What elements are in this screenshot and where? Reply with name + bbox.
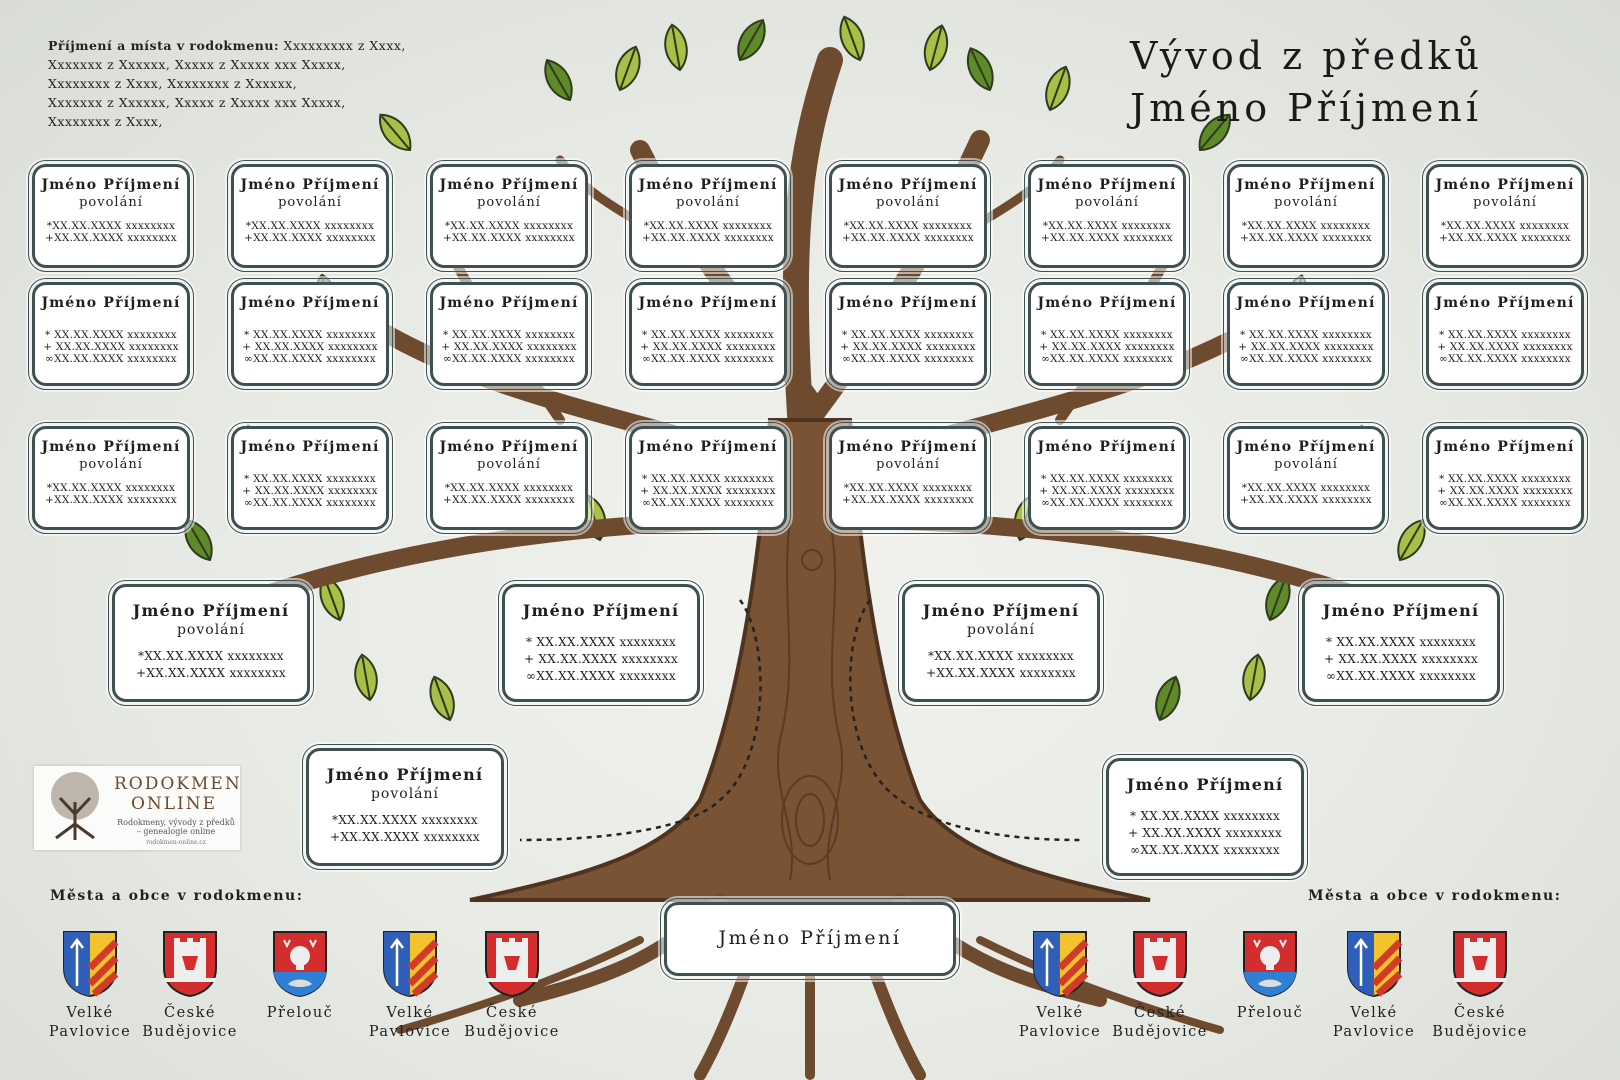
person-name: Jméno Příjmení bbox=[838, 295, 978, 311]
ancestor-card bbox=[1227, 164, 1385, 268]
person-name: Jméno Příjmení bbox=[240, 295, 380, 311]
person-birth-date: *XX.XX.XXXX xxxxxxxx bbox=[1241, 482, 1371, 494]
tree-logo-icon bbox=[38, 768, 112, 848]
ancestor-card bbox=[629, 164, 787, 268]
person-name: Jméno Příjmení bbox=[1037, 177, 1177, 193]
ancestor-card bbox=[1028, 426, 1186, 530]
towns-title-left: Města a obce v rodokmenu: bbox=[50, 888, 304, 904]
leaf-icon bbox=[1040, 63, 1075, 113]
person-death-date: + XX.XX.XXXX xxxxxxxx bbox=[1437, 485, 1573, 497]
person-death-date: +XX.XX.XXXX xxxxxxxx bbox=[842, 232, 974, 244]
ancestor-card bbox=[1028, 282, 1186, 386]
heading-line-2: Jméno Příjmení bbox=[1130, 86, 1483, 130]
person-birth-date: *XX.XX.XXXX xxxxxxxx bbox=[138, 649, 284, 663]
person-death-date: + XX.XX.XXXX xxxxxxxx bbox=[1323, 652, 1479, 666]
person-occupation: povolání bbox=[966, 622, 1036, 638]
leaf-icon bbox=[961, 44, 999, 95]
pavlovice-crest-icon bbox=[1344, 928, 1404, 998]
town-name-line-1: České bbox=[164, 1005, 216, 1021]
logo-title-line-1: RODOKMEN bbox=[114, 774, 242, 794]
surnames-label: Příjmení a místa v rodokmenu: bbox=[48, 38, 280, 53]
person-birth-date: *XX.XX.XXXX xxxxxxxx bbox=[444, 482, 574, 494]
town-name-line-2: Budějovice bbox=[464, 1024, 560, 1040]
person-name: Jméno Příjmení bbox=[1322, 601, 1480, 620]
person-death-date: +XX.XX.XXXX xxxxxxxx bbox=[244, 232, 376, 244]
logo-tagline-line-2: – genealogie online bbox=[136, 827, 216, 836]
town-name bbox=[464, 1004, 560, 1042]
person-name: Jméno Příjmení bbox=[718, 927, 902, 949]
person-birth-date: *XX.XX.XXXX xxxxxxxx bbox=[46, 482, 176, 494]
person-death-date: + XX.XX.XXXX xxxxxxxx bbox=[242, 485, 378, 497]
person-marriage-date: ∞XX.XX.XXXX xxxxxxxx bbox=[642, 497, 774, 509]
person-occupation: povolání bbox=[876, 195, 940, 210]
ancestor-card bbox=[1302, 584, 1500, 702]
person-name: Jméno Příjmení bbox=[41, 295, 181, 311]
person-birth-date: * XX.XX.XXXX xxxxxxxx bbox=[525, 635, 677, 649]
person-death-date: + XX.XX.XXXX xxxxxxxx bbox=[1039, 485, 1175, 497]
person-name: Jméno Příjmení bbox=[41, 177, 181, 193]
person-occupation: povolání bbox=[477, 195, 541, 210]
person-name: Jméno Příjmení bbox=[1236, 177, 1376, 193]
person-death-date: + XX.XX.XXXX xxxxxxxx bbox=[1238, 341, 1374, 353]
person-death-date: + XX.XX.XXXX xxxxxxxx bbox=[840, 341, 976, 353]
person-birth-date: * XX.XX.XXXX xxxxxxxx bbox=[44, 329, 178, 341]
ancestor-card bbox=[112, 584, 310, 702]
person-death-date: + XX.XX.XXXX xxxxxxxx bbox=[1039, 341, 1175, 353]
person-occupation: povolání bbox=[676, 195, 740, 210]
person-birth-date: *XX.XX.XXXX xxxxxxxx bbox=[245, 220, 375, 232]
town-name bbox=[1222, 1004, 1318, 1023]
leaf-icon bbox=[1150, 673, 1185, 723]
person-name: Jméno Příjmení bbox=[1126, 775, 1284, 794]
logo-url: rodokmen-online.cz bbox=[146, 839, 206, 846]
town-item bbox=[1112, 928, 1208, 1042]
person-death-date: + XX.XX.XXXX xxxxxxxx bbox=[640, 341, 776, 353]
pavlovice-crest-icon bbox=[380, 928, 440, 998]
prelouc-crest-icon bbox=[1240, 928, 1300, 998]
town-name-line-1: Velké bbox=[1036, 1005, 1084, 1021]
town-name bbox=[1432, 1004, 1528, 1042]
town-name-line-1: Přelouč bbox=[1236, 1005, 1304, 1021]
person-name: Jméno Příjmení bbox=[41, 439, 181, 455]
person-death-date: + XX.XX.XXXX xxxxxxxx bbox=[640, 485, 776, 497]
person-marriage-date: ∞XX.XX.XXXX xxxxxxxx bbox=[1326, 669, 1476, 683]
ancestor-card bbox=[231, 426, 389, 530]
ancestor-card bbox=[430, 282, 588, 386]
person-occupation: povolání bbox=[176, 622, 246, 638]
town-item bbox=[142, 928, 238, 1042]
person-name: Jméno Příjmení bbox=[1037, 439, 1177, 455]
ancestor-card bbox=[502, 584, 700, 702]
ancestor-card bbox=[430, 426, 588, 530]
town-item bbox=[464, 928, 560, 1042]
logo-title bbox=[114, 774, 242, 814]
person-occupation: povolání bbox=[1274, 195, 1338, 210]
person-occupation: povolání bbox=[876, 457, 940, 472]
person-name: Jméno Příjmení bbox=[638, 177, 778, 193]
leaf-icon bbox=[662, 23, 691, 72]
town-name-line-1: České bbox=[1134, 1005, 1186, 1021]
person-death-date: +XX.XX.XXXX xxxxxxxx bbox=[842, 494, 974, 506]
pavlovice-crest-icon bbox=[1030, 928, 1090, 998]
budejovice-crest-icon bbox=[1130, 928, 1190, 998]
root-person-card bbox=[664, 902, 956, 976]
ancestor-card bbox=[32, 426, 190, 530]
person-name: Jméno Příjmení bbox=[1037, 295, 1177, 311]
person-death-date: +XX.XX.XXXX xxxxxxxx bbox=[642, 232, 774, 244]
ancestor-card bbox=[231, 164, 389, 268]
person-marriage-date: ∞XX.XX.XXXX xxxxxxxx bbox=[1439, 497, 1571, 509]
surnames-line: Xxxxxxxxx z Xxxx, bbox=[283, 38, 406, 53]
town-name-line-1: České bbox=[1454, 1005, 1506, 1021]
budejovice-crest-icon bbox=[1450, 928, 1510, 998]
person-death-date: + XX.XX.XXXX xxxxxxxx bbox=[523, 652, 679, 666]
logo-tagline-line-1: Rodokmeny, vývody z předků bbox=[117, 818, 235, 827]
person-birth-date: * XX.XX.XXXX xxxxxxxx bbox=[1325, 635, 1477, 649]
person-birth-date: * XX.XX.XXXX xxxxxxxx bbox=[1438, 473, 1572, 485]
person-name: Jméno Příjmení bbox=[838, 177, 978, 193]
person-birth-date: *XX.XX.XXXX xxxxxxxx bbox=[1440, 220, 1570, 232]
town-name bbox=[1326, 1004, 1422, 1042]
person-birth-date: *XX.XX.XXXX xxxxxxxx bbox=[843, 482, 973, 494]
person-death-date: + XX.XX.XXXX xxxxxxxx bbox=[242, 341, 378, 353]
town-name-line-1: České bbox=[486, 1005, 538, 1021]
person-name: Jméno Příjmení bbox=[922, 601, 1080, 620]
person-death-date: +XX.XX.XXXX xxxxxxxx bbox=[1041, 232, 1173, 244]
town-name-line-1: Velké bbox=[66, 1005, 114, 1021]
person-birth-date: * XX.XX.XXXX xxxxxxxx bbox=[841, 329, 975, 341]
person-marriage-date: ∞XX.XX.XXXX xxxxxxxx bbox=[1439, 353, 1571, 365]
page-heading bbox=[1130, 30, 1570, 134]
leaf-icon bbox=[1391, 515, 1432, 565]
person-marriage-date: ∞XX.XX.XXXX xxxxxxxx bbox=[1240, 353, 1372, 365]
person-death-date: + XX.XX.XXXX xxxxxxxx bbox=[1437, 341, 1573, 353]
leaf-icon bbox=[610, 43, 645, 93]
town-name-line-2: Pavlovice bbox=[48, 1024, 132, 1040]
town-name-line-2: Pavlovice bbox=[1018, 1024, 1102, 1040]
person-name: Jméno Příjmení bbox=[522, 601, 680, 620]
town-name bbox=[1012, 1004, 1108, 1042]
ancestor-card bbox=[306, 748, 504, 866]
town-name-line-2: Budějovice bbox=[1432, 1024, 1528, 1040]
person-name: Jméno Příjmení bbox=[838, 439, 978, 455]
towns-title-right: Města a obce v rodokmenu: bbox=[1308, 888, 1562, 904]
person-death-date: +XX.XX.XXXX xxxxxxxx bbox=[443, 232, 575, 244]
person-marriage-date: ∞XX.XX.XXXX xxxxxxxx bbox=[244, 497, 376, 509]
person-birth-date: *XX.XX.XXXX xxxxxxxx bbox=[46, 220, 176, 232]
leaf-icon bbox=[731, 15, 772, 65]
leaf-icon bbox=[352, 653, 381, 702]
person-name: Jméno Příjmení bbox=[240, 177, 380, 193]
person-birth-date: *XX.XX.XXXX xxxxxxxx bbox=[928, 649, 1074, 663]
person-marriage-date: ∞XX.XX.XXXX xxxxxxxx bbox=[1041, 497, 1173, 509]
person-marriage-date: ∞XX.XX.XXXX xxxxxxxx bbox=[1130, 843, 1280, 857]
town-item bbox=[362, 928, 458, 1042]
person-name: Jméno Příjmení bbox=[1435, 295, 1575, 311]
town-name bbox=[42, 1004, 138, 1042]
ancestor-card bbox=[32, 282, 190, 386]
ancestor-card bbox=[1028, 164, 1186, 268]
town-name-line-1: Přelouč bbox=[266, 1005, 334, 1021]
person-birth-date: *XX.XX.XXXX xxxxxxxx bbox=[1241, 220, 1371, 232]
ancestor-card bbox=[1227, 282, 1385, 386]
person-death-date: +XX.XX.XXXX xxxxxxxx bbox=[443, 494, 575, 506]
person-death-date: +XX.XX.XXXX xxxxxxxx bbox=[1240, 232, 1372, 244]
person-death-date: + XX.XX.XXXX xxxxxxxx bbox=[441, 341, 577, 353]
town-name-line-2: Budějovice bbox=[1112, 1024, 1208, 1040]
rodokmen-online-logo bbox=[34, 766, 240, 850]
person-name: Jméno Příjmení bbox=[638, 295, 778, 311]
person-birth-date: *XX.XX.XXXX xxxxxxxx bbox=[332, 813, 478, 827]
person-name: Jméno Příjmení bbox=[638, 439, 778, 455]
heading-line-1: Vývod z předků bbox=[1130, 34, 1484, 78]
person-occupation: povolání bbox=[79, 195, 143, 210]
person-birth-date: *XX.XX.XXXX xxxxxxxx bbox=[444, 220, 574, 232]
person-birth-date: * XX.XX.XXXX xxxxxxxx bbox=[1129, 809, 1281, 823]
person-occupation: povolání bbox=[477, 457, 541, 472]
person-name: Jméno Příjmení bbox=[326, 765, 484, 784]
person-name: Jméno Příjmení bbox=[439, 295, 579, 311]
town-name bbox=[1112, 1004, 1208, 1042]
person-name: Jméno Příjmení bbox=[1435, 177, 1575, 193]
person-name: Jméno Příjmení bbox=[439, 439, 579, 455]
town-name-line-1: Velké bbox=[1350, 1005, 1398, 1021]
person-name: Jméno Příjmení bbox=[1236, 295, 1376, 311]
person-name: Jméno Příjmení bbox=[1435, 439, 1575, 455]
person-occupation: povolání bbox=[370, 786, 440, 802]
person-birth-date: *XX.XX.XXXX xxxxxxxx bbox=[1042, 220, 1172, 232]
person-marriage-date: ∞XX.XX.XXXX xxxxxxxx bbox=[642, 353, 774, 365]
town-item bbox=[1432, 928, 1528, 1042]
person-death-date: +XX.XX.XXXX xxxxxxxx bbox=[1439, 232, 1571, 244]
town-name bbox=[362, 1004, 458, 1042]
person-birth-date: * XX.XX.XXXX xxxxxxxx bbox=[641, 329, 775, 341]
ancestor-card bbox=[829, 426, 987, 530]
person-marriage-date: ∞XX.XX.XXXX xxxxxxxx bbox=[45, 353, 177, 365]
ancestor-card bbox=[829, 164, 987, 268]
person-death-date: +XX.XX.XXXX xxxxxxxx bbox=[45, 494, 177, 506]
person-occupation: povolání bbox=[278, 195, 342, 210]
town-item bbox=[1222, 928, 1318, 1023]
ancestor-card bbox=[1106, 758, 1304, 876]
ancestor-card bbox=[902, 584, 1100, 702]
ancestor-card bbox=[1227, 426, 1385, 530]
person-name: Jméno Příjmení bbox=[439, 177, 579, 193]
town-item bbox=[1012, 928, 1108, 1042]
person-birth-date: *XX.XX.XXXX xxxxxxxx bbox=[843, 220, 973, 232]
town-name-line-2: Budějovice bbox=[142, 1024, 238, 1040]
ancestor-card bbox=[629, 426, 787, 530]
ancestor-card bbox=[32, 164, 190, 268]
person-death-date: + XX.XX.XXXX xxxxxxxx bbox=[43, 341, 179, 353]
person-name: Jméno Příjmení bbox=[132, 601, 290, 620]
surnames-line: Xxxxxxx z Xxxxxx, Xxxxx z Xxxxx xxx Xxxxx, bbox=[48, 57, 346, 72]
person-birth-date: * XX.XX.XXXX xxxxxxxx bbox=[243, 329, 377, 341]
town-item bbox=[1326, 928, 1422, 1042]
person-marriage-date: ∞XX.XX.XXXX xxxxxxxx bbox=[526, 669, 676, 683]
person-occupation: povolání bbox=[1075, 195, 1139, 210]
ancestor-card bbox=[629, 282, 787, 386]
person-death-date: +XX.XX.XXXX xxxxxxxx bbox=[136, 666, 286, 680]
person-marriage-date: ∞XX.XX.XXXX xxxxxxxx bbox=[443, 353, 575, 365]
person-marriage-date: ∞XX.XX.XXXX xxxxxxxx bbox=[1041, 353, 1173, 365]
person-death-date: + XX.XX.XXXX xxxxxxxx bbox=[1127, 826, 1283, 840]
person-name: Jméno Příjmení bbox=[1236, 439, 1376, 455]
ancestor-card bbox=[430, 164, 588, 268]
town-name-line-2: Pavlovice bbox=[1332, 1024, 1416, 1040]
person-birth-date: *XX.XX.XXXX xxxxxxxx bbox=[643, 220, 773, 232]
surnames-line: Xxxxxxxx z Xxxx, bbox=[48, 114, 163, 129]
person-death-date: +XX.XX.XXXX xxxxxxxx bbox=[926, 666, 1076, 680]
ancestor-card bbox=[829, 282, 987, 386]
town-item bbox=[252, 928, 348, 1023]
person-death-date: +XX.XX.XXXX xxxxxxxx bbox=[330, 830, 480, 844]
surnames-line: Xxxxxxxx z Xxxx, Xxxxxxxx z Xxxxxx, bbox=[48, 76, 298, 91]
person-occupation: povolání bbox=[79, 457, 143, 472]
leaf-icon bbox=[920, 23, 952, 73]
person-death-date: +XX.XX.XXXX xxxxxxxx bbox=[1240, 494, 1372, 506]
person-birth-date: * XX.XX.XXXX xxxxxxxx bbox=[1040, 329, 1174, 341]
budejovice-crest-icon bbox=[482, 928, 542, 998]
prelouc-crest-icon bbox=[270, 928, 330, 998]
town-name-line-2: Pavlovice bbox=[368, 1024, 452, 1040]
surnames-line: Xxxxxxx z Xxxxxx, Xxxxx z Xxxxx xxx Xxxxx, bbox=[48, 95, 346, 110]
town-name bbox=[252, 1004, 348, 1023]
person-name: Jméno Příjmení bbox=[240, 439, 380, 455]
budejovice-crest-icon bbox=[160, 928, 220, 998]
surnames-block bbox=[48, 36, 568, 131]
person-occupation: povolání bbox=[1473, 195, 1537, 210]
ancestor-card bbox=[1426, 426, 1584, 530]
ancestor-card bbox=[1426, 164, 1584, 268]
person-birth-date: * XX.XX.XXXX xxxxxxxx bbox=[442, 329, 576, 341]
town-name bbox=[142, 1004, 238, 1042]
town-item bbox=[42, 928, 138, 1042]
person-death-date: +XX.XX.XXXX xxxxxxxx bbox=[45, 232, 177, 244]
person-birth-date: * XX.XX.XXXX xxxxxxxx bbox=[1438, 329, 1572, 341]
pavlovice-crest-icon bbox=[60, 928, 120, 998]
person-birth-date: * XX.XX.XXXX xxxxxxxx bbox=[1040, 473, 1174, 485]
person-occupation: povolání bbox=[1274, 457, 1338, 472]
person-birth-date: * XX.XX.XXXX xxxxxxxx bbox=[1239, 329, 1373, 341]
town-name-line-1: Velké bbox=[386, 1005, 434, 1021]
person-marriage-date: ∞XX.XX.XXXX xxxxxxxx bbox=[842, 353, 974, 365]
person-birth-date: * XX.XX.XXXX xxxxxxxx bbox=[243, 473, 377, 485]
person-marriage-date: ∞XX.XX.XXXX xxxxxxxx bbox=[244, 353, 376, 365]
logo-tagline bbox=[114, 818, 238, 836]
person-birth-date: * XX.XX.XXXX xxxxxxxx bbox=[641, 473, 775, 485]
logo-title-line-2: ONLINE bbox=[130, 794, 218, 814]
ancestor-card bbox=[1426, 282, 1584, 386]
leaf-icon bbox=[1240, 653, 1269, 702]
leaf-icon bbox=[424, 673, 459, 723]
ancestor-card bbox=[231, 282, 389, 386]
